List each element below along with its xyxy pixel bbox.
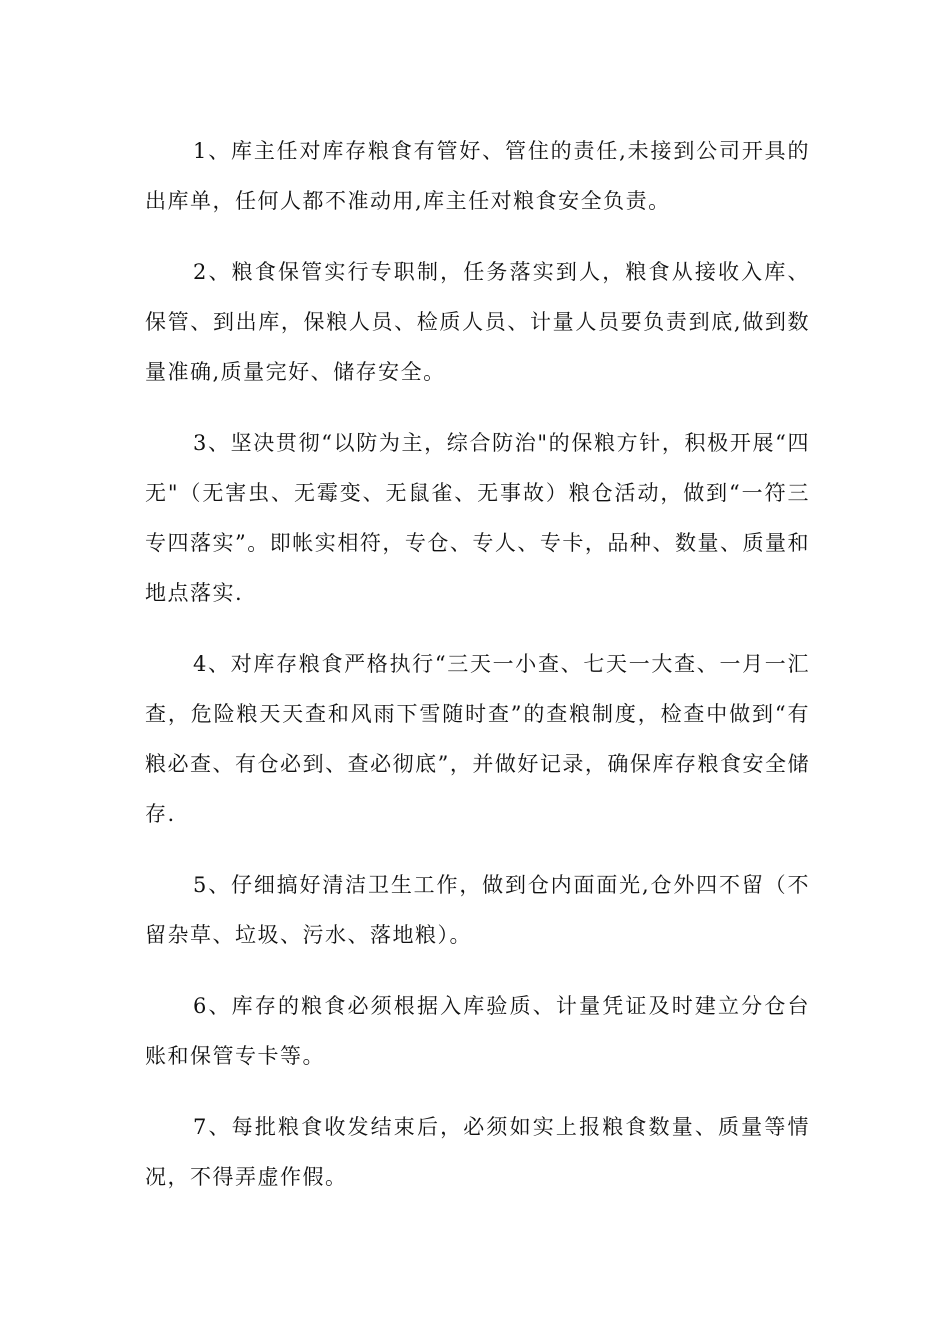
paragraph-2: 2、粮食保管实行专职制，任务落实到人，粮食从接收入库、保管、到出库，保粮人员、检质人员、计量人员要负责到底,做到数量准确,质量完好、储存安全。 <box>145 260 810 384</box>
paragraph-6: 6、库存的粮食必须根据入库验质、计量凭证及时建立分仓台账和保管专卡等。 <box>145 994 810 1068</box>
paragraph-4: 4、对库存粮食严格执行“三天一小查、七天一大查、一月一汇查，危险粮天天查和风雨下雪随时查”的查粮制度，检查中做到“有粮必查、有仓必到、查必彻底”，并做好记录，确保库存粮食安全储存. <box>145 652 810 826</box>
paragraph-3: 3、坚决贯彻“以防为主，综合防治"的保粮方针，积极开展“四无"（无害虫、无霉变、无鼠雀、无事故）粮仓活动，做到“一符三专四落实”。即帐实相符，专仓、专人、专卡，品种、数量、质量和地点落实. <box>145 431 810 605</box>
paragraph-7: 7、每批粮食收发结束后，必须如实上报粮食数量、质量等情况，不得弄虚作假。 <box>145 1115 810 1189</box>
paragraph-5: 5、仔细搞好清洁卫生工作，做到仓内面面光,仓外四不留（不留杂草、垃圾、污水、落地粮）。 <box>145 873 810 947</box>
paragraph-1: 1、库主任对库存粮食有管好、管住的责任,未接到公司开具的出库单，任何人都不准动用,库主任对粮食安全负责。 <box>145 139 810 213</box>
